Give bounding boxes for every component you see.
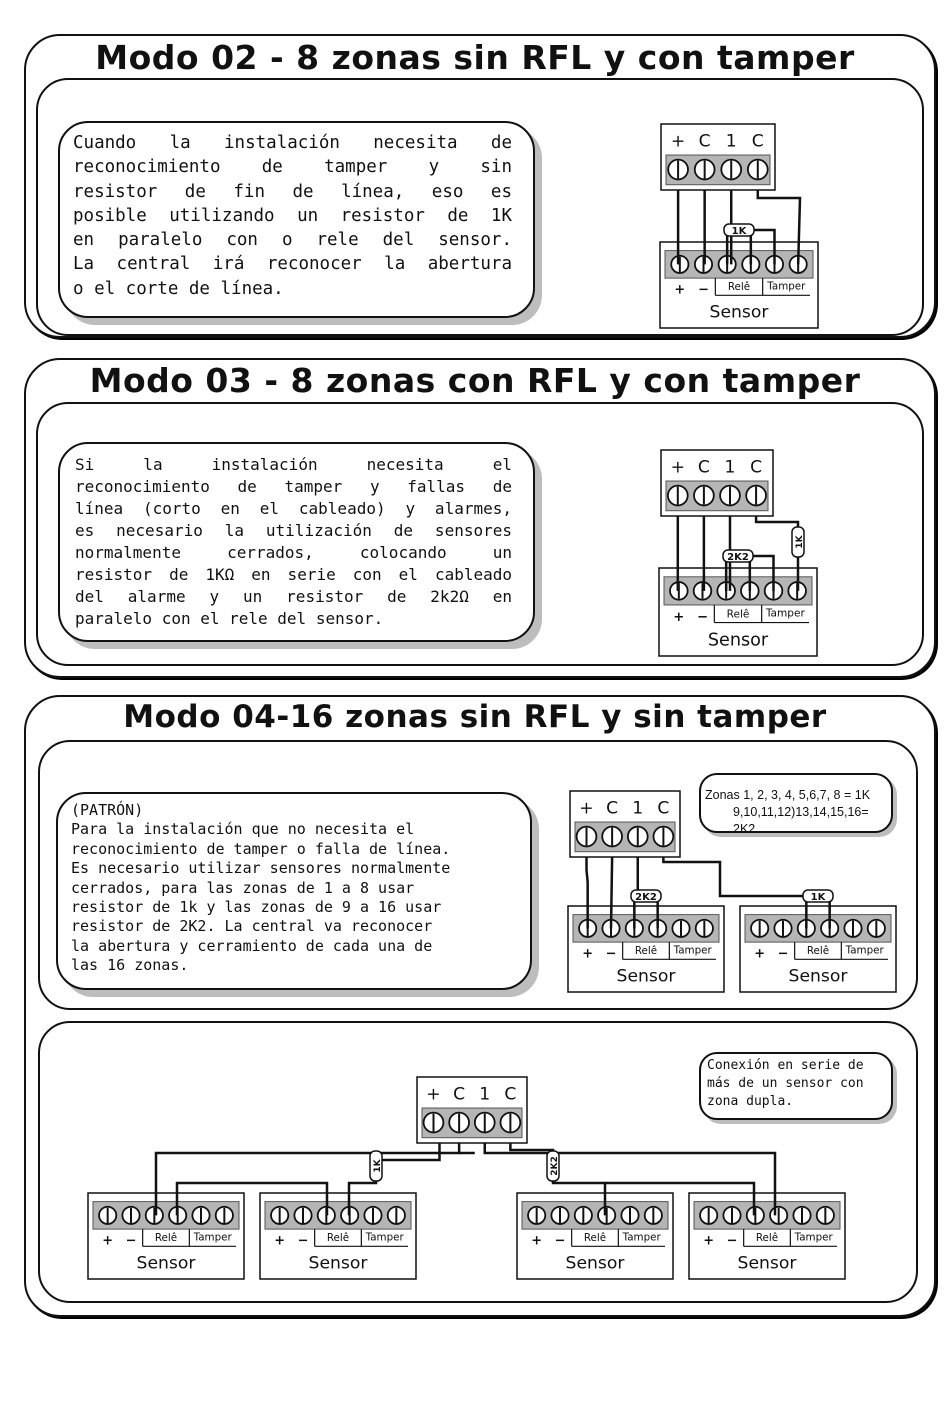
central-terminal-label: + bbox=[670, 131, 686, 152]
text-line: reconocimiento de tamper o falla de línea. bbox=[71, 839, 451, 858]
sensor-minus-label: − bbox=[696, 609, 709, 625]
text-line: resistor de 1k y las zonas de 9 a 16 usar bbox=[71, 898, 442, 917]
sensor-rele-label: Relê bbox=[726, 608, 750, 621]
central-terminal-label: C bbox=[698, 131, 711, 152]
sensor-tamper-label: Tamper bbox=[794, 1231, 833, 1244]
sensor-rele-label: Relê bbox=[154, 1232, 178, 1245]
sensor-plus-label: + bbox=[274, 1233, 286, 1249]
sensor-rele-label: Relê bbox=[634, 945, 658, 958]
central-terminal-label: 1 bbox=[724, 457, 736, 478]
text-line: o el corte de línea. bbox=[73, 278, 284, 299]
callout-line: Conexión en serie de bbox=[707, 1058, 864, 1073]
central-terminal-label: C bbox=[606, 798, 619, 819]
sensor-tamper-label: Tamper bbox=[622, 1231, 661, 1244]
text-line: resistor de 2K2. La central va reconocer bbox=[71, 917, 433, 936]
central-terminal-label: C bbox=[697, 457, 710, 478]
sensor-minus-label: − bbox=[297, 1233, 309, 1249]
callout-line: zona dupla. bbox=[707, 1094, 794, 1109]
wire-c bbox=[611, 857, 612, 928]
sensor-rele-label: Relê bbox=[326, 1232, 350, 1245]
sensor-plus-label: + bbox=[102, 1233, 114, 1249]
resistor-1k-label: 1K bbox=[795, 535, 805, 549]
sensor-rele-label: Relê bbox=[583, 1232, 607, 1245]
section-title-modo-04: Modo 04-16 zonas sin RFL y sin tamper bbox=[123, 699, 827, 735]
text-line: la abertura y cerramiento de cada una de bbox=[71, 936, 433, 955]
sensor-tamper-label: Tamper bbox=[673, 944, 712, 957]
sensor-name-label: Sensor bbox=[788, 966, 848, 987]
central-terminal-label: 1 bbox=[725, 131, 737, 152]
text-line: del alarme y un resistor de 2k2Ω en bbox=[75, 587, 512, 606]
sensor-minus-label: − bbox=[726, 1233, 738, 1249]
central-terminal-label: C bbox=[751, 131, 764, 152]
central-terminal-label: C bbox=[657, 798, 670, 819]
section-title-modo-03: Modo 03 - 8 zonas con RFL y con tamper bbox=[89, 361, 861, 400]
central-terminal-label: C bbox=[504, 1084, 517, 1105]
resistor-2k2-label: 2K2 bbox=[727, 552, 749, 563]
central-terminal-label: + bbox=[670, 457, 685, 478]
sensor-rele-label: Relê bbox=[755, 1232, 779, 1245]
text-line: posible utilizando un resistor de 1K bbox=[73, 205, 512, 226]
sensor-plus-label: + bbox=[674, 282, 686, 298]
central-terminal-label: + bbox=[579, 798, 594, 819]
central-terminal-label: C bbox=[750, 457, 763, 478]
sensor-tamper-label: Tamper bbox=[365, 1231, 404, 1244]
text-line: las 16 zonas. bbox=[71, 956, 189, 975]
sensor-plus-label: + bbox=[673, 609, 685, 625]
text-line: Cuando la instalación necesita de bbox=[73, 133, 512, 153]
sensor-plus-label: + bbox=[754, 946, 766, 962]
sensor-plus-label: + bbox=[703, 1233, 715, 1249]
text-line: Para la instalación que no necesita el bbox=[71, 820, 415, 839]
text-line: línea (corto en el cableado) y alarmes, bbox=[75, 499, 512, 518]
sensor-minus-label: − bbox=[554, 1233, 566, 1249]
text-line: en paralelo con o rele del sensor. bbox=[73, 230, 512, 251]
wire-plus bbox=[587, 857, 588, 928]
text-line: es necesario la utilización de sensores bbox=[75, 521, 512, 540]
sensor-name-label: Sensor bbox=[737, 1253, 797, 1274]
text-line: reconocimiento de tamper y fallas de bbox=[75, 477, 512, 496]
text-line: (PATRÓN) bbox=[71, 801, 144, 819]
sensor-plus-label: + bbox=[582, 946, 594, 962]
resistor-2k2-label: 2K2 bbox=[635, 892, 657, 903]
sensor-name-label: Sensor bbox=[565, 1253, 625, 1274]
resistor-2k2-label: 2K2 bbox=[550, 1156, 560, 1176]
resistor-1k-label: 1K bbox=[373, 1159, 383, 1173]
text-line: cerrados, para las zonas de 1 a 8 usar bbox=[71, 878, 415, 897]
text-line: La central irá reconocer la abertura bbox=[73, 254, 512, 275]
central-terminal-label: C bbox=[453, 1084, 466, 1105]
text-line: Es necesario utilizar sensores normalmente bbox=[71, 859, 451, 878]
resistor-1k-label: 1K bbox=[731, 226, 747, 237]
sensor-tamper-label: Tamper bbox=[845, 944, 884, 957]
callout-line: 9,10,11,12)13,14,15,16= 2K2 bbox=[733, 805, 869, 836]
sensor-plus-label: + bbox=[531, 1233, 543, 1249]
sensor-rele-label: Relê bbox=[806, 945, 830, 958]
central-terminal-label: + bbox=[426, 1084, 441, 1105]
text-line: paralelo con el rele del sensor. bbox=[75, 609, 384, 628]
text-line: reconocimiento de tamper y sin bbox=[73, 157, 512, 178]
text-line: normalmente cerrados, colocando un bbox=[75, 543, 512, 562]
callout-line: Zonas 1, 2, 3, 4, 5,6,7, 8 = 1K bbox=[705, 788, 871, 802]
sensor-minus-label: − bbox=[698, 282, 709, 298]
resistor-1k-label: 1K bbox=[810, 892, 826, 903]
sensor-tamper-label: Tamper bbox=[767, 280, 806, 293]
callout-line: más de un sensor con bbox=[707, 1076, 864, 1091]
sensor-minus-label: − bbox=[777, 946, 789, 962]
sensor-rele-label: Relê bbox=[727, 281, 751, 294]
sensor-name-label: Sensor bbox=[136, 1253, 196, 1274]
sensor-minus-label: − bbox=[125, 1233, 137, 1249]
sensor-name-label: Sensor bbox=[709, 302, 769, 323]
central-terminal-label: 1 bbox=[632, 798, 644, 819]
sensor-minus-label: − bbox=[605, 946, 617, 962]
text-line: Si la instalación necesita el bbox=[75, 455, 512, 474]
sensor-name-label: Sensor bbox=[616, 966, 676, 987]
central-terminal-label: 1 bbox=[479, 1084, 491, 1105]
section-title-modo-02: Modo 02 - 8 zonas sin RFL y con tamper bbox=[95, 38, 855, 77]
sensor-tamper-label: Tamper bbox=[765, 607, 805, 620]
sensor-name-label: Sensor bbox=[308, 1253, 368, 1274]
text-line: resistor de fin de línea, eso es bbox=[73, 181, 512, 202]
sensor-tamper-label: Tamper bbox=[193, 1231, 232, 1244]
sensor-name-label: Sensor bbox=[707, 630, 769, 651]
text-line: resistor de 1KΩ en serie con el cableado bbox=[75, 565, 512, 584]
